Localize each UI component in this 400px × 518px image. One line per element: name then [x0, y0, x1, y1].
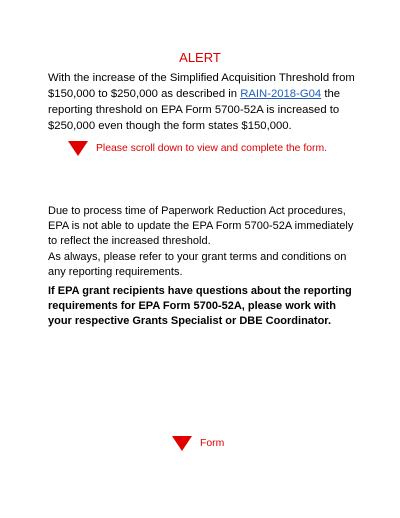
- paperwork-paragraph: Due to process time of Paperwork Reduction Act procedures, EPA is not able to update the EPA Form 5700-52A immediately to reflect the increased threshold.: [48, 205, 354, 247]
- red-down-triangle-icon: [172, 436, 192, 451]
- form-notice[interactable]: [172, 435, 224, 451]
- scroll-notice-text: Please scroll down to view and complete the form.: [96, 142, 328, 154]
- red-down-triangle-icon: [68, 141, 88, 156]
- rain-link[interactable]: RAIN-2018-G04: [240, 88, 322, 100]
- threshold-paragraph: [48, 70, 360, 134]
- questions-paragraph: If EPA grant recipients have questions about the reporting requirements for EPA Form 5700-52A, please work with your respective Grants Specialist or DBE Coordinator.: [48, 285, 352, 327]
- threshold-text-after: the reporting threshold on EPA Form 5700-52A is increased to $250,000 even though the form states $150,000.: [48, 88, 341, 132]
- terms-paragraph: As always, please refer to your grant terms and conditions on any reporting requirements.: [48, 251, 347, 278]
- alert-title: ALERT: [179, 50, 221, 65]
- form-notice-text: Form: [200, 437, 225, 449]
- threshold-text-before: With the increase of the Simplified Acquisition Threshold from $150,000 to $250,000 as described in: [48, 72, 355, 100]
- scroll-notice: [68, 140, 327, 156]
